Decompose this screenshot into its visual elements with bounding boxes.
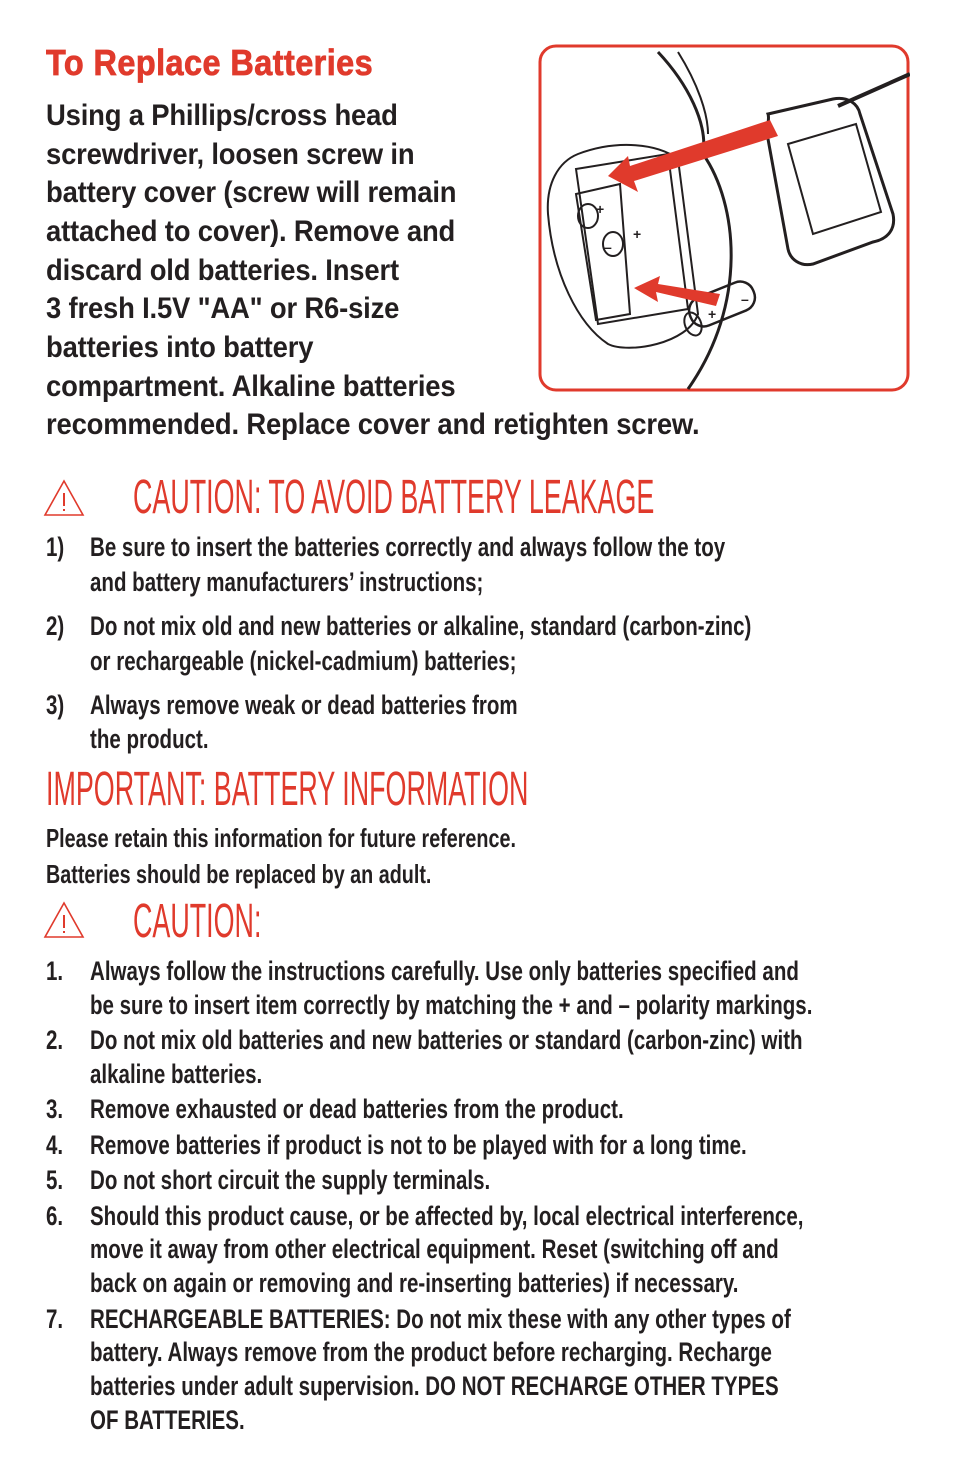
leakage-caution-heading: CAUTION: TO AVOID BATTERY LEAKAGE	[133, 471, 655, 524]
list-item-line: and battery manufacturers’ instructions;	[90, 567, 484, 597]
warning-triangle-icon	[42, 478, 86, 518]
warning-triangle-icon	[42, 900, 86, 940]
instruction-line: attached to cover). Remove and	[46, 215, 456, 248]
list-item-line: alkaline batteries.	[90, 1059, 263, 1089]
list-item-line: RECHARGEABLE BATTERIES: Do not mix these with any other types of	[90, 1304, 791, 1334]
instruction-line: Using a Phillips/cross head	[46, 99, 398, 132]
list-item-line: Always remove weak or dead batteries from	[90, 690, 518, 720]
list-item-line: Do not short circuit the supply terminals.	[90, 1165, 491, 1195]
list-number: 4.	[46, 1130, 64, 1160]
minus-mark: –	[741, 291, 749, 307]
list-number: 7.	[46, 1304, 64, 1334]
instruction-line: battery cover (screw will remain	[46, 176, 457, 209]
instruction-line: 3 fresh I.5V "AA" or R6-size	[46, 292, 400, 325]
caution-heading: CAUTION:	[133, 895, 262, 948]
list-number: 1.	[46, 956, 64, 986]
list-item-line: move it away from other electrical equipment. Reset (switching off and	[90, 1234, 779, 1264]
plus-mark: +	[708, 306, 717, 322]
battery-replacement-illustration	[538, 44, 910, 392]
important-line: Please retain this information for future reference.	[46, 823, 516, 853]
list-item-line: or rechargeable (nickel-cadmium) batteries;	[90, 646, 517, 676]
list-item-line: Should this product cause, or be affected by, local electrical interference,	[90, 1201, 804, 1231]
plus-mark: +	[596, 201, 605, 217]
list-number: 3.	[46, 1094, 64, 1124]
instruction-line: recommended. Replace cover and retighten screw.	[46, 408, 700, 441]
instruction-line: discard old batteries. Insert	[46, 254, 399, 287]
list-number: 3)	[46, 690, 65, 720]
list-item-line: the product.	[90, 724, 209, 754]
instruction-line: batteries into battery	[46, 331, 314, 364]
list-item-line: OF BATTERIES.	[90, 1405, 245, 1435]
list-number: 6.	[46, 1201, 64, 1231]
list-item-line: Do not mix old batteries and new batteries or standard (carbon-zinc) with	[90, 1025, 803, 1055]
list-number: 1)	[46, 532, 65, 562]
list-item-line: batteries under adult supervision. DO NOT RECHARGE OTHER TYPES	[90, 1371, 779, 1401]
list-item-line: Be sure to insert the batteries correctly and always follow the toy	[90, 532, 726, 562]
list-item-line: back on again or removing and re-inserting batteries) if necessary.	[90, 1268, 739, 1298]
minus-mark: –	[604, 239, 612, 255]
instruction-line: screwdriver, loosen screw in	[46, 138, 415, 171]
list-number: 2.	[46, 1025, 64, 1055]
list-item-line: Remove exhausted or dead batteries from the product.	[90, 1094, 624, 1124]
list-item-line: battery. Always remove from the product before recharging. Recharge	[90, 1337, 772, 1367]
instruction-line: compartment. Alkaline batteries	[46, 370, 456, 403]
important-line: Batteries should be replaced by an adult.	[46, 859, 432, 889]
list-number: 5.	[46, 1165, 64, 1195]
list-item-line: be sure to insert item correctly by matching the + and – polarity markings.	[90, 990, 813, 1020]
list-item-line: Do not mix old and new batteries or alkaline, standard (carbon-zinc)	[90, 611, 752, 641]
list-number: 2)	[46, 611, 65, 641]
important-heading: IMPORTANT: BATTERY INFORMATION	[46, 763, 529, 816]
list-item-line: Always follow the instructions carefully. Use only batteries specified and	[90, 956, 799, 986]
list-item-line: Remove batteries if product is not to be played with for a long time.	[90, 1130, 747, 1160]
plus-mark: +	[633, 226, 642, 242]
section-title-replace-batteries: To Replace Batteries	[46, 42, 374, 83]
